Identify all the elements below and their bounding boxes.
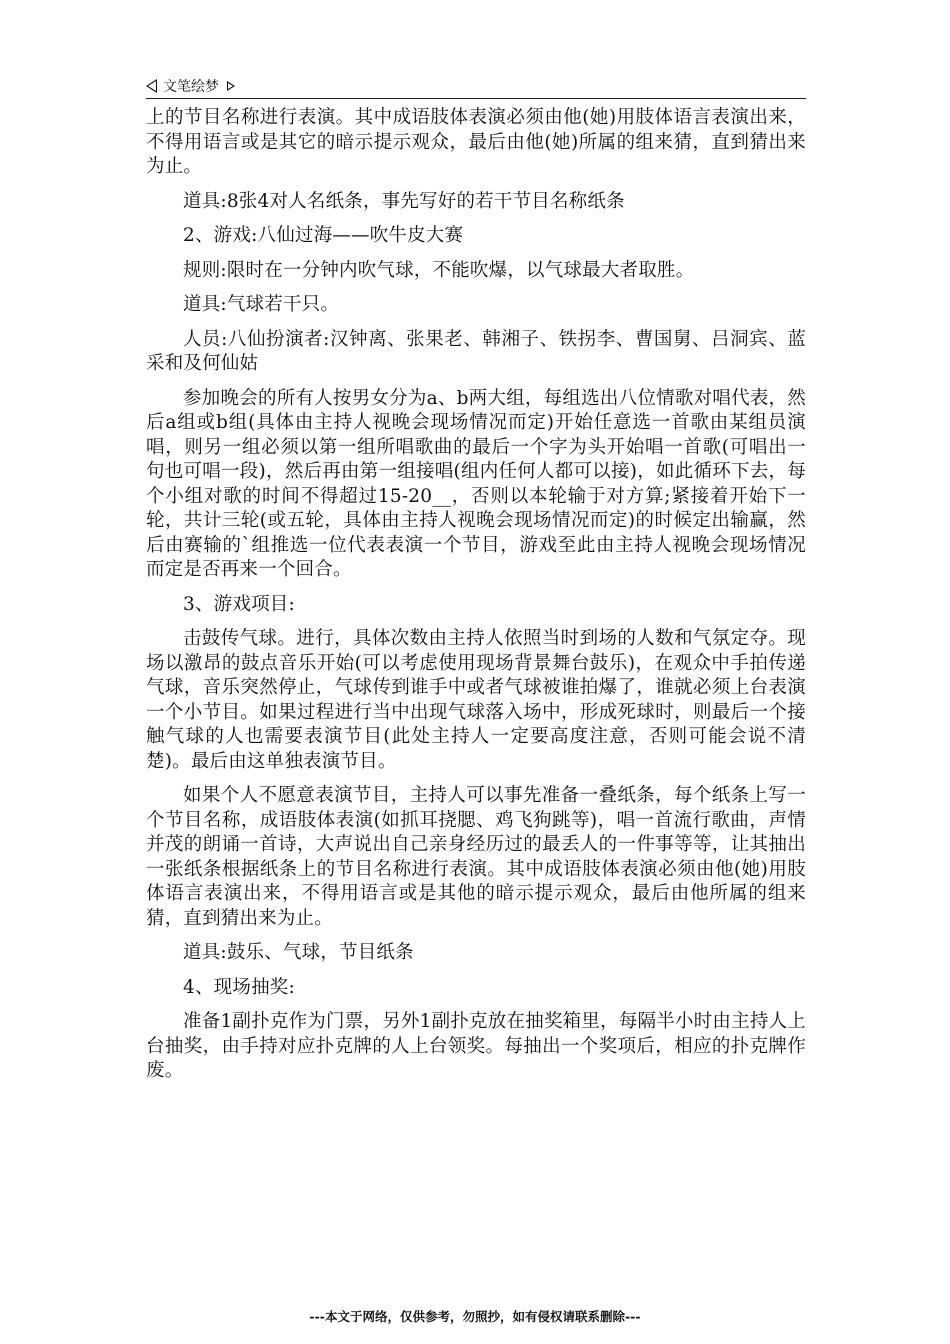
paragraph: 4、现场抽奖: (183, 976, 295, 998)
paragraph: 人员:八仙扮演者:汉钟离、张果老、韩湘子、铁拐李、曹国舅、吕洞宾、蓝采和及何仙姑 (146, 328, 806, 374)
paragraph: 2、游戏:八仙过海——吹牛皮大赛 (183, 225, 464, 246)
page-header (146, 74, 806, 98)
header-divider (146, 98, 806, 99)
triangle-left-icon (146, 79, 157, 93)
paragraph: 道具:8张4对人名纸条，事先写好的若干节目名称纸条 (183, 190, 625, 212)
paragraph: 如果个人不愿意表演节目，主持人可以事先准备一叠纸条，每个纸条上写一个节目名称，成语肢体表演(如抓耳挠腮、鸡飞狗跳等)，唱一首流行歌曲，声情并茂的朗诵一首诗，大声说出自己亲身经历过的最丢人的一件事等等，让其抽出一张纸条根据纸条上的节目名称进行表演。其中成语肢体表演必须由他(她)用肢体语言表演出来，不得用语言或是其他的暗示提示观众，最后由他所属的组来猜，直到猜出来为止。 (146, 785, 806, 929)
paragraph: 击鼓传气球。进行，具体次数由主持人依照当时到场的人数和气氛定夺。现场以激昂的鼓点音乐开始(可以考虑使用现场背景舞台鼓乐)，在观众中手拍传递气球，音乐突然停止，气球传到谁手中或者气球被谁拍爆了，谁就必须上台表演一个小节目。如果过程进行当中出现气球落入场中，形成死球时，则最后一个接触气球的人也需要表演节目(此处主持人一定要高度注意，否则可能会说不清楚)。最后由这单独表演节目。 (146, 628, 806, 772)
paragraph: 参加晚会的所有人按男女分为a、b两大组，每组选出八位情歌对唱代表，然后a组或b组(具体由主持人视晚会现场情况而定)开始任意选一首歌由某组员演唱，则另一组必须以第一组所唱歌曲的最后一个字为头开始唱一首歌(可唱出一句也可唱一段)，然后再由第一组接唱(组内任何人都可以接)，如此循环下去，每个小组对歌的时间不得超过15-20__，否则以本轮输于对方算;紧接着开始下一轮，共计三轮(或五轮，具体由主持人视晚会现场情况而定)的时候定出输赢，然后由赛输的`组推选一位代表表演一个节目，游戏至此由主持人视晚会现场情况而定是否再来一个回合。 (146, 387, 806, 580)
paragraph: 道具:气球若干只。 (183, 294, 340, 315)
triangle-right-icon (227, 81, 235, 91)
paragraph: 3、游戏项目: (183, 593, 295, 615)
paragraph: 道具:鼓乐、气球，节目纸条 (183, 942, 414, 963)
paragraph: 上的节目名称进行表演。其中成语肢体表演必须由他(她)用肢体语言表演出来，不得用语言或是其它的暗示提示观众，最后由他(她)所属的组来猜，直到猜出来为止。 (146, 107, 806, 177)
document-body (146, 106, 806, 1094)
page-footer: ---本文于网络，仅供参考，勿照抄，如有侵权请联系删除--- (309, 1309, 641, 1324)
header-title: 文笔绘梦 (163, 79, 219, 95)
paragraph: 准备1副扑克作为门票，另外1副扑克放在抽奖箱里，每隔半小时由主持人上台抽奖，由手持对应扑克牌的人上台领奖。每抽出一个奖项后，相应的扑克牌作废。 (146, 1011, 806, 1081)
paragraph: 规则:限时在一分钟内吹气球，不能吹爆，以气球最大者取胜。 (183, 259, 695, 281)
